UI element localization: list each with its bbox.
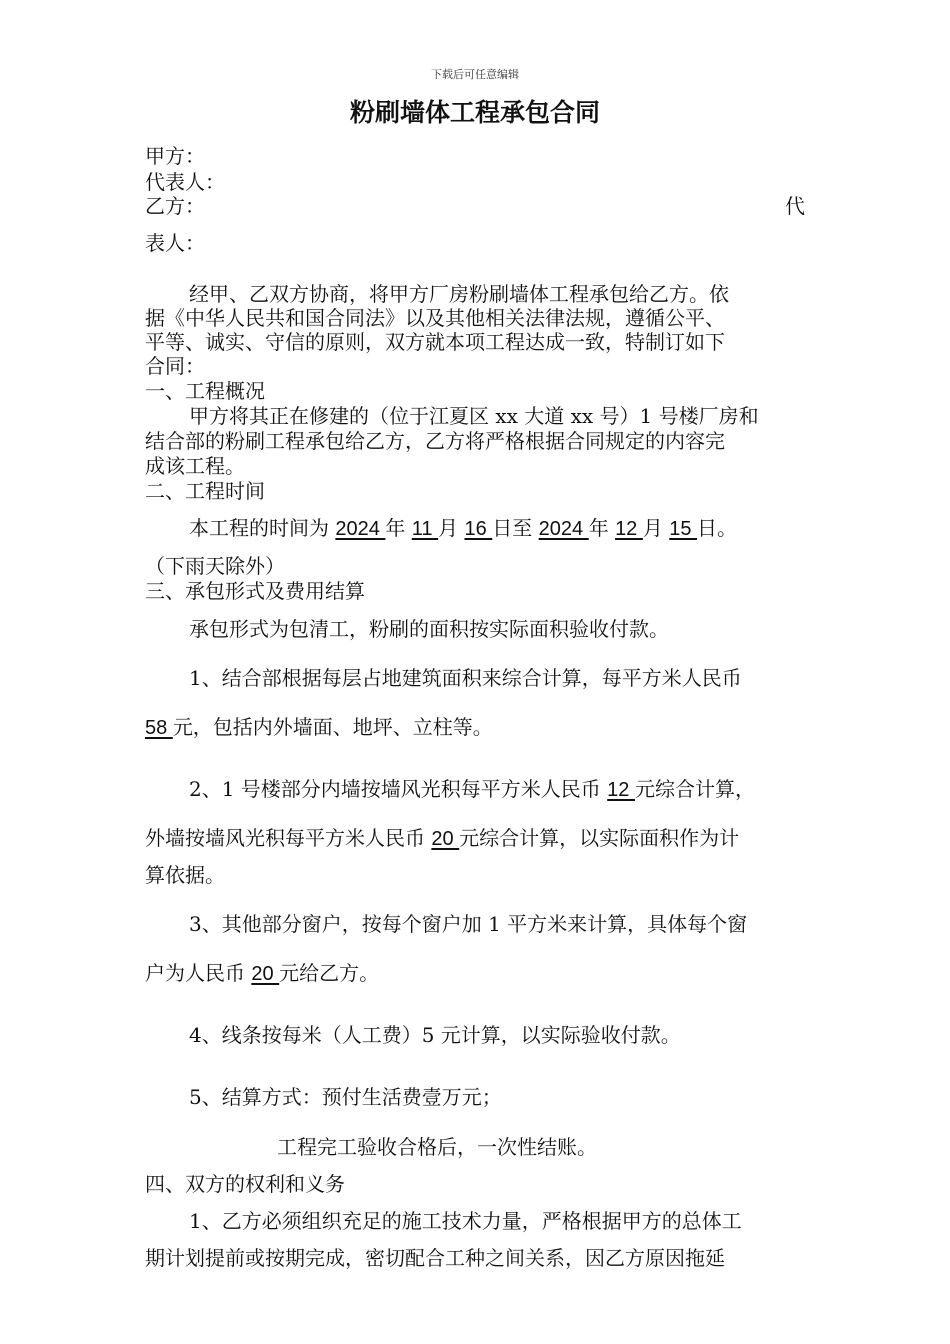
item-1-line: 1、结合部根据每层占地建筑面积来综合计算，每平方米人民币 — [189, 666, 742, 690]
section-4-heading: 四、双方的权利和义务 — [145, 1172, 345, 1196]
start-day: 16 — [464, 518, 493, 540]
item-3-text: 户为人民币 — [145, 961, 252, 985]
item-2-text: 元综合计算，以实际面积作为计 — [459, 826, 740, 850]
item-3-text: 元给乙方。 — [279, 961, 380, 985]
work-period-line — [189, 516, 737, 541]
item-3-line — [145, 961, 379, 986]
start-month: 11 — [411, 518, 439, 540]
intro-line: 经甲、乙双方协商，将甲方厂房粉刷墙体工程承包给乙方。依 — [189, 282, 729, 306]
section-1-line: 甲方将其正在修建的（位于江夏区 xx 大道 xx 号）1 号楼厂房和 — [189, 404, 759, 428]
item-1-text: 元，包括内外墙面、地坪、立柱等。 — [172, 715, 493, 739]
party-a-label: 甲方： — [145, 144, 205, 168]
item-2-text: 元综合计算， — [634, 777, 755, 801]
rain-exception-note: （下雨天除外） — [145, 554, 285, 578]
item-2-outer-price: 20 — [431, 828, 460, 850]
rep-b-label-start: 代 — [785, 194, 805, 218]
section-3-heading: 三、承包形式及费用结算 — [145, 579, 365, 603]
end-year: 2024 — [538, 518, 589, 540]
period-text: 日。 — [697, 516, 738, 540]
item-2-line — [145, 826, 739, 851]
section-1-heading: 一、工程概况 — [145, 379, 265, 403]
item-2-inner-price: 12 — [607, 779, 635, 801]
intro-line: 合同： — [145, 354, 205, 378]
section-1-line: 结合部的粉刷工程承包给乙方，乙方将严格根据合同规定的内容完 — [145, 429, 725, 453]
rep-b-label-end: 表人： — [145, 231, 205, 255]
section-4-line: 期计划提前或按期完成，密切配合工种之间关系，因乙方原因拖延 — [145, 1246, 725, 1270]
period-text: 年 — [588, 516, 616, 540]
end-day: 15 — [669, 518, 698, 540]
period-text: 月 — [438, 516, 465, 540]
contract-form-line: 承包形式为包清工，粉刷的面积按实际面积验收付款。 — [189, 617, 669, 641]
item-1-line — [145, 715, 493, 740]
item-4-line: 4、线条按每米（人工费）5 元计算，以实际验收付款。 — [189, 1023, 681, 1047]
period-text: 本工程的时间为 — [189, 516, 336, 540]
period-text: 日至 — [492, 516, 539, 540]
intro-line: 据《中华人民共和国合同法》以及其他相关法律法规，遵循公平、 — [145, 306, 725, 330]
section-2-heading: 二、工程时间 — [145, 479, 265, 503]
item-2-line: 算依据。 — [145, 863, 225, 887]
item-3-price: 20 — [251, 963, 280, 985]
item-2-text: 外墙按墙风光积每平方米人民币 — [145, 826, 432, 850]
intro-line: 平等、诚实、守信的原则，双方就本项工程达成一致，特制订如下 — [145, 330, 725, 354]
item-3-line: 3、其他部分窗户，按每个窗户加 1 平方米来计算，具体每个窗 — [189, 912, 748, 936]
start-year: 2024 — [335, 518, 386, 540]
party-b-label: 乙方： — [145, 194, 205, 218]
document-title: 粉刷墙体工程承包合同 — [349, 98, 600, 127]
rep-a-label: 代表人： — [145, 170, 225, 194]
item-2-line — [189, 777, 755, 802]
item-2-text: 2、1 号楼部分内墙按墙风光积每平方米人民币 — [189, 777, 608, 801]
item-5-line: 工程完工验收合格后，一次性结账。 — [277, 1135, 597, 1159]
period-text: 年 — [385, 516, 412, 540]
header-note: 下载后可任意编辑 — [431, 68, 519, 81]
end-month: 12 — [615, 518, 643, 540]
section-1-line: 成该工程。 — [145, 454, 245, 478]
section-4-line: 1、乙方必须组织充足的施工技术力量，严格根据甲方的总体工 — [189, 1209, 742, 1233]
item-5-line: 5、结算方式：预付生活费壹万元； — [189, 1085, 502, 1109]
item-1-price: 58 — [145, 717, 173, 739]
period-text: 月 — [642, 516, 670, 540]
